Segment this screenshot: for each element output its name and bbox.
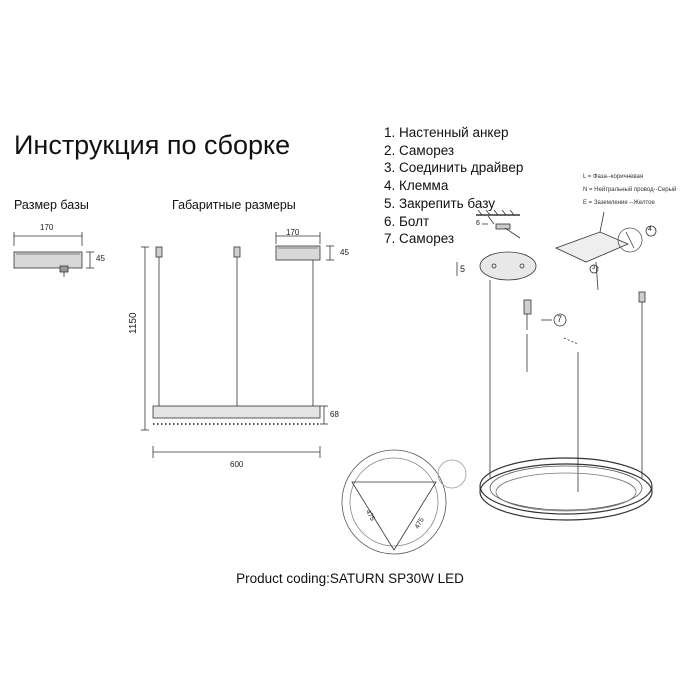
callout-3: 3 <box>592 265 596 271</box>
installation-drawing <box>457 210 656 520</box>
screw-guide-line <box>564 338 578 344</box>
led-ring-diffuser <box>496 473 636 511</box>
total-width-label: 600 <box>230 460 244 469</box>
driver-wire-up <box>600 212 604 232</box>
callout-7: 7 <box>557 314 563 324</box>
step-1: 1. Настенный анкер <box>384 125 509 140</box>
step-7: 7. Саморез <box>384 231 455 247</box>
page-title: Инструкция по сборке <box>14 130 291 160</box>
wiring-phase: L = Фаза--коричневая <box>583 174 644 180</box>
diameter-label-a: 475 <box>363 508 376 523</box>
base-height-label: 45 <box>96 254 105 263</box>
overall-dimensions-drawing <box>141 232 334 458</box>
right-cable-gripper <box>639 292 645 302</box>
wiring-neutral: N = Нейтральный провод--Серый <box>583 187 677 193</box>
canopy-base-view <box>480 252 536 280</box>
canopy-height-label: 45 <box>340 248 349 257</box>
base-size-label: Размер базы <box>14 198 89 212</box>
assembly-steps-list <box>384 124 523 248</box>
ring-height-label: 68 <box>330 410 339 419</box>
ring-side-view <box>153 406 320 418</box>
top-view-drawing <box>342 450 466 554</box>
callout-5: 5 <box>460 264 466 274</box>
diameter-label-b: 475 <box>413 516 426 531</box>
step-2: 2. Саморез <box>384 142 455 158</box>
base-connector <box>60 266 68 272</box>
step-5: 5. Закрепить базу <box>384 195 495 211</box>
overall-dims-label: Габаритные размеры <box>172 198 296 212</box>
middle-cable-clamp <box>234 247 240 257</box>
wiring-earth: E = Заземление --Желтое <box>583 200 655 206</box>
step-3: 3. Соединить драйвер <box>384 160 524 176</box>
driver-box <box>556 232 628 262</box>
hang-height-label: 1150 <box>128 312 139 334</box>
detail-circle <box>438 460 466 488</box>
ring-outer-circle <box>342 450 446 554</box>
product-coding: Product coding:SATURN SP30W LED <box>236 571 464 586</box>
callout-6: 6 <box>476 220 480 227</box>
step-4: 4. Клемма <box>384 178 449 194</box>
base-width-label: 170 <box>40 223 54 232</box>
step-6: 6. Болт <box>384 213 430 229</box>
terminal-detail-line <box>626 232 634 248</box>
cable-gripper <box>524 300 531 314</box>
led-ring-lower-edge <box>480 464 652 520</box>
canopy-width-label: 170 <box>286 228 300 237</box>
ring-inner-circle <box>350 458 438 546</box>
suspension-triangle <box>352 482 436 550</box>
base-size-drawing <box>14 232 94 277</box>
callout-4: 4 <box>648 226 652 233</box>
left-cable-clamp <box>156 247 162 257</box>
